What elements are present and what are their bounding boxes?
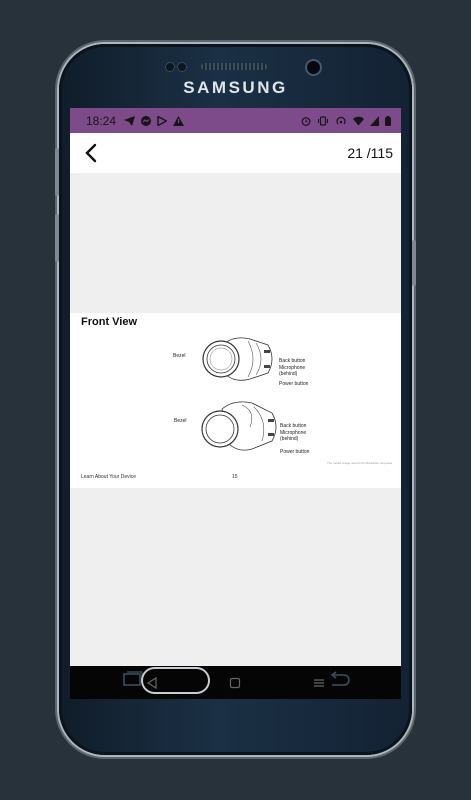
earpiece-speaker [201, 63, 267, 70]
power-key [412, 240, 416, 286]
page-separator: / [362, 145, 371, 161]
sensor-dot [177, 62, 187, 72]
label-microphone-behind: (behind) [279, 371, 298, 377]
label-microphone: Microphone [279, 365, 306, 371]
back-arrow-icon[interactable] [80, 141, 104, 165]
pdf-viewer[interactable] [70, 173, 401, 669]
volume-button [55, 148, 59, 196]
label-bezel: Bezel [174, 418, 187, 424]
alarm-icon [301, 116, 311, 126]
telegram-icon [124, 116, 135, 126]
label-bezel: Bezel [173, 353, 186, 359]
system-navigation-bar [70, 666, 401, 699]
status-time: 18:24 [86, 113, 117, 128]
signal-icon [370, 116, 379, 126]
screen [70, 108, 401, 699]
back-key-icon[interactable] [328, 671, 350, 687]
wifi-icon [353, 116, 364, 126]
sensor-dot [165, 62, 175, 72]
label-back-button: Back button [280, 423, 307, 429]
app-bar [70, 133, 401, 173]
messenger-icon [141, 116, 151, 126]
page-counter [347, 145, 393, 161]
page-title: Front View [81, 316, 138, 328]
nav-home-icon[interactable] [229, 677, 241, 689]
home-key[interactable] [141, 667, 210, 694]
front-camera [305, 59, 322, 76]
page-current: 21 [347, 145, 363, 161]
warning-icon [173, 116, 184, 126]
label-microphone: Microphone [280, 430, 307, 436]
label-back-button: Back button [279, 358, 306, 364]
label-microphone-behind: (behind) [280, 436, 299, 442]
watch-illustration-top [188, 331, 278, 387]
bixby-button [55, 214, 59, 262]
page-number: 15 [232, 474, 238, 480]
watch-illustration-bottom [192, 397, 282, 455]
page-footer-section: Learn About Your Device [81, 474, 137, 480]
nav-recents-icon[interactable] [313, 677, 325, 689]
label-power-button: Power button [279, 381, 309, 387]
vibrate-icon [317, 116, 329, 126]
hotspot-icon [335, 116, 347, 126]
brand-logo: SAMSUNG [183, 78, 288, 97]
page-total: 115 [370, 145, 393, 161]
label-power-button: Power button [280, 449, 310, 455]
page-note: The model image used is for illustrative purposes. [326, 461, 393, 465]
play-icon [157, 116, 167, 126]
status-bar [70, 108, 401, 133]
pdf-page [70, 313, 401, 488]
battery-icon [385, 116, 391, 126]
